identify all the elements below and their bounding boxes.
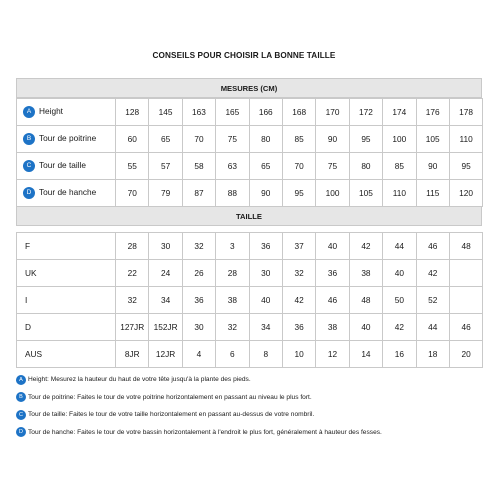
table-cell: 46 [316, 287, 349, 314]
table-cell: 20 [449, 341, 482, 368]
table-cell: 90 [249, 180, 282, 207]
table-cell: 58 [182, 153, 215, 180]
table-cell: 174 [383, 99, 416, 126]
table-cell: 38 [316, 314, 349, 341]
table-cell: 36 [316, 260, 349, 287]
row-label: I [17, 287, 116, 314]
table-cell: 178 [449, 99, 482, 126]
row-label-text: Tour de poitrine [39, 133, 97, 144]
note-text: Height: Mesurez la hauteur du haut de votre tête jusqu'à la plante des pieds. [28, 376, 251, 384]
row-label: UK [17, 260, 116, 287]
table-cell: 165 [216, 99, 249, 126]
table-cell: 172 [349, 99, 382, 126]
table-cell: 88 [216, 180, 249, 207]
table-cell: 32 [282, 260, 315, 287]
measurement-notes [16, 371, 482, 441]
note-text: Tour de poitrine: Faites le tour de votre poitrine horizontalement en passant au niveau le plus fort. [28, 393, 312, 401]
table-row [17, 126, 483, 153]
note-item [16, 406, 482, 424]
table-cell: 38 [216, 287, 249, 314]
note-text: Tour de hanche: Faites le tour de votre bassin horizontalement à l'endroit le plus fort, généralement à hauteur des fesses. [28, 428, 382, 436]
table-cell: 26 [182, 260, 215, 287]
table-cell: 40 [316, 233, 349, 260]
table-row [17, 287, 483, 314]
table-cell: 50 [383, 287, 416, 314]
table-cell: 16 [383, 341, 416, 368]
table-cell: 34 [149, 287, 182, 314]
row-label: D [17, 314, 116, 341]
note-text: Tour de taille: Faites le tour de votre taille horizontalement en passant au-dessus de votre nombril. [28, 411, 315, 419]
badge-icon: C [16, 410, 26, 420]
table-cell: 46 [449, 314, 482, 341]
table-cell: 12 [316, 341, 349, 368]
table-cell: 8 [249, 341, 282, 368]
table-cell: 28 [216, 260, 249, 287]
row-label [17, 180, 116, 207]
badge-icon: B [23, 133, 35, 145]
table-cell: 46 [416, 233, 449, 260]
table-cell: 24 [149, 260, 182, 287]
table-cell: 42 [416, 260, 449, 287]
table-cell: 65 [149, 126, 182, 153]
table-cell: 12JR [149, 341, 182, 368]
row-label [17, 99, 116, 126]
table-cell: 22 [116, 260, 149, 287]
table-cell: 75 [316, 153, 349, 180]
table-row [17, 233, 483, 260]
table-cell: 40 [249, 287, 282, 314]
table-cell: 110 [383, 180, 416, 207]
row-label-text: Tour de taille [39, 160, 87, 171]
row-label [17, 126, 116, 153]
table-cell: 30 [249, 260, 282, 287]
badge-icon: C [23, 160, 35, 172]
table-cell: 100 [316, 180, 349, 207]
table-cell: 87 [182, 180, 215, 207]
table-cell: 176 [416, 99, 449, 126]
table-cell: 170 [316, 99, 349, 126]
table-cell: 95 [282, 180, 315, 207]
table-cell [449, 260, 482, 287]
table-cell: 44 [416, 314, 449, 341]
table-cell: 32 [116, 287, 149, 314]
row-label: AUS [17, 341, 116, 368]
table-cell: 55 [116, 153, 149, 180]
table-row [17, 180, 483, 207]
table-cell: 105 [349, 180, 382, 207]
table-row [17, 314, 483, 341]
table-cell: 127JR [116, 314, 149, 341]
table-cell: 40 [383, 260, 416, 287]
table-cell: 115 [416, 180, 449, 207]
table-cell: 8JR [116, 341, 149, 368]
table-cell: 38 [349, 260, 382, 287]
table-row [17, 153, 483, 180]
table-cell: 36 [182, 287, 215, 314]
table-cell: 163 [182, 99, 215, 126]
page-title: CONSEILS POUR CHOISIR LA BONNE TAILLE [152, 51, 336, 60]
table-cell: 70 [182, 126, 215, 153]
table-cell: 75 [216, 126, 249, 153]
table-cell: 90 [416, 153, 449, 180]
table-cell: 79 [149, 180, 182, 207]
table-cell: 37 [282, 233, 315, 260]
table-cell: 34 [249, 314, 282, 341]
table-row [17, 99, 483, 126]
table-cell: 65 [249, 153, 282, 180]
note-item [16, 371, 482, 389]
badge-icon: D [16, 427, 26, 437]
table-cell: 42 [349, 233, 382, 260]
table-cell: 36 [249, 233, 282, 260]
table-cell: 42 [282, 287, 315, 314]
table-cell: 48 [349, 287, 382, 314]
table-cell: 166 [249, 99, 282, 126]
table-cell: 80 [249, 126, 282, 153]
table-cell: 57 [149, 153, 182, 180]
table-cell: 128 [116, 99, 149, 126]
taille-header: TAILLE [16, 206, 482, 226]
table-cell: 110 [449, 126, 482, 153]
table-cell: 32 [216, 314, 249, 341]
taille-table [16, 232, 483, 368]
row-label: F [17, 233, 116, 260]
table-row [17, 341, 483, 368]
table-cell: 28 [116, 233, 149, 260]
row-label-text: Height [39, 106, 63, 117]
table-cell: 168 [282, 99, 315, 126]
table-cell: 100 [383, 126, 416, 153]
table-cell: 95 [449, 153, 482, 180]
mesures-table [16, 98, 483, 207]
table-cell: 18 [416, 341, 449, 368]
table-cell: 4 [182, 341, 215, 368]
table-cell: 63 [216, 153, 249, 180]
table-cell: 44 [383, 233, 416, 260]
table-cell: 48 [449, 233, 482, 260]
table-cell: 3 [216, 233, 249, 260]
row-label-text: Tour de hanche [39, 187, 97, 198]
note-item [16, 389, 482, 407]
table-cell: 30 [182, 314, 215, 341]
table-row [17, 260, 483, 287]
mesures-header: MESURES (CM) [16, 78, 482, 98]
table-cell: 14 [349, 341, 382, 368]
table-cell: 85 [383, 153, 416, 180]
badge-icon: B [16, 392, 26, 402]
table-cell: 85 [282, 126, 315, 153]
table-cell: 80 [349, 153, 382, 180]
table-cell: 52 [416, 287, 449, 314]
table-cell: 6 [216, 341, 249, 368]
table-cell: 30 [149, 233, 182, 260]
table-cell: 95 [349, 126, 382, 153]
table-cell: 60 [116, 126, 149, 153]
table-cell: 42 [383, 314, 416, 341]
table-cell: 32 [182, 233, 215, 260]
note-item [16, 424, 482, 442]
table-cell: 152JR [149, 314, 182, 341]
badge-icon: D [23, 187, 35, 199]
table-cell [449, 287, 482, 314]
badge-icon: A [23, 106, 35, 118]
table-cell: 36 [282, 314, 315, 341]
table-cell: 10 [282, 341, 315, 368]
table-cell: 145 [149, 99, 182, 126]
table-cell: 70 [116, 180, 149, 207]
table-cell: 120 [449, 180, 482, 207]
table-cell: 70 [282, 153, 315, 180]
row-label [17, 153, 116, 180]
badge-icon: A [16, 375, 26, 385]
table-cell: 40 [349, 314, 382, 341]
table-cell: 90 [316, 126, 349, 153]
table-cell: 105 [416, 126, 449, 153]
